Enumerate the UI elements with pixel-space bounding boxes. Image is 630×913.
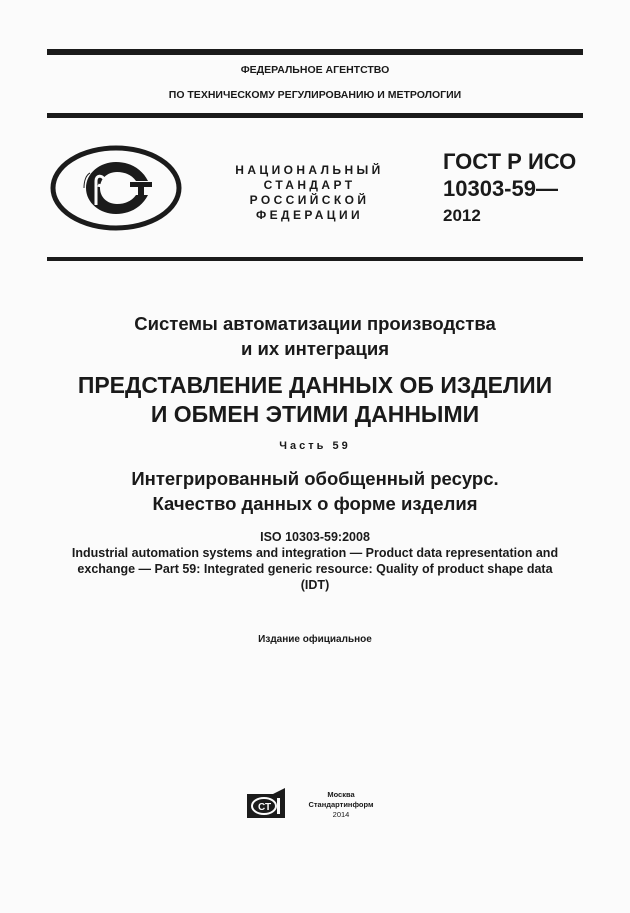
designation-line-2: 10303-59— (443, 176, 558, 201)
national-standard-line-3: РОССИЙСКОЙ (249, 193, 370, 207)
part-title-line-1: Интегрированный обобщенный ресурс. (131, 468, 499, 489)
part-number: Часть 59 (279, 440, 351, 452)
logo-rule (47, 257, 583, 261)
standartinform-logo-icon (247, 788, 285, 818)
top-rule (47, 49, 583, 55)
national-standard-label (222, 163, 397, 223)
publisher-info (296, 790, 386, 820)
iso-title-line-3: (IDT) (300, 578, 330, 592)
main-title-line-1: ПРЕДСТАВЛЕНИЕ ДАННЫХ ОБ ИЗДЕЛИИ (77, 372, 553, 398)
national-standard-line-4: ФЕДЕРАЦИИ (255, 208, 364, 222)
standard-designation (443, 148, 576, 229)
agency-line-2: ПО ТЕХНИЧЕСКОМУ РЕГУЛИРОВАНИЮ И МЕТРОЛОГИИ (168, 89, 462, 101)
national-standard-line-1: НАЦИОНАЛЬНЫЙ (235, 163, 384, 177)
designation-line-1: ГОСТ Р ИСО (443, 149, 577, 174)
rst-gost-logo-icon (50, 145, 182, 231)
designation-line-3: 2012 (443, 206, 481, 225)
series-title-line-1: Системы автоматизации производства (134, 313, 496, 334)
svg-text:СТ: СТ (258, 802, 272, 813)
iso-title-line-2: exchange — Part 59: Integrated generic resource: Quality of product shape data (77, 562, 553, 576)
publisher-year: 2014 (332, 810, 350, 819)
iso-title-line-1: Industrial automation systems and integration — Product data representation and (71, 546, 559, 560)
iso-number: ISO 10303-59:2008 (260, 530, 370, 544)
agency-line-1: ФЕДЕРАЛЬНОЕ АГЕНТСТВО (240, 64, 390, 76)
part-title-line-2: Качество данных о форме изделия (152, 493, 478, 514)
publisher-name: Стандартинформ (308, 800, 374, 809)
national-standard-line-2: СТАНДАРТ (263, 178, 356, 192)
series-title-line-2: и их интеграция (240, 338, 390, 359)
publisher-city: Москва (327, 790, 355, 799)
main-title-line-2: И ОБМЕН ЭТИМИ ДАННЫМИ (150, 401, 480, 427)
header-rule (47, 113, 583, 118)
edition-label: Издание официальное (258, 634, 372, 645)
